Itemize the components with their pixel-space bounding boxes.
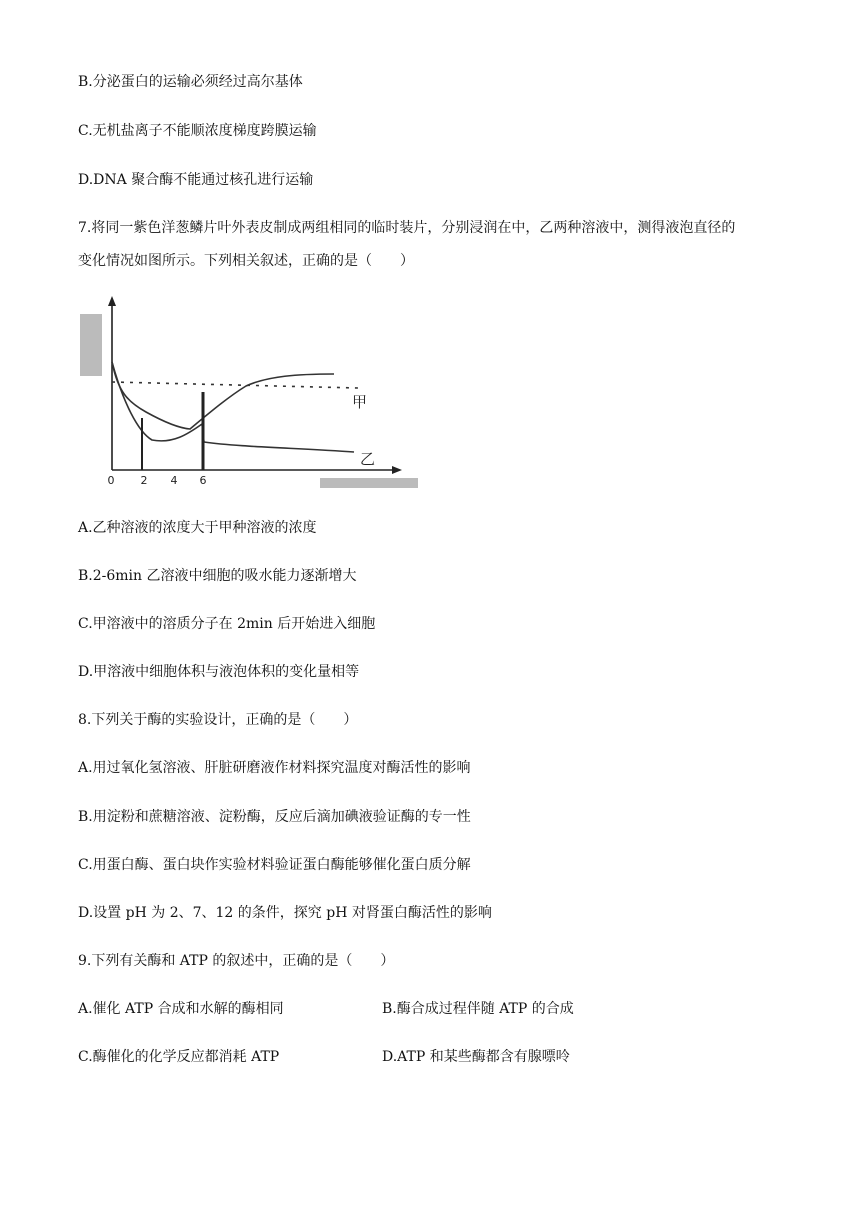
y-axis-label-blur bbox=[80, 314, 102, 376]
option-7a: A.乙种溶液的浓度大于甲种溶液的浓度 bbox=[78, 520, 317, 536]
option-6d: D.DNA 聚合酶不能通过核孔进行运输 bbox=[78, 172, 314, 188]
option-9a: A.催化 ATP 合成和水解的酶相同 bbox=[78, 1001, 284, 1017]
question-8-stem: 8.下列关于酶的实验设计，正确的是（ ） bbox=[78, 712, 358, 728]
x-tick-6: 6 bbox=[199, 474, 207, 487]
x-tick-0: 0 bbox=[107, 474, 115, 487]
question-7-stem-line2: 变化情况如图所示。下列相关叙述，正确的是（ ） bbox=[78, 253, 414, 269]
y-axis-arrow bbox=[108, 296, 116, 306]
option-8a: A.用过氧化氢溶液、肝脏研磨液作材料探究温度对酶活性的影响 bbox=[78, 760, 471, 776]
x-axis-label-blur bbox=[320, 478, 418, 488]
option-7d: D.甲溶液中细胞体积与液泡体积的变化量相等 bbox=[78, 664, 360, 680]
curve-yi bbox=[112, 362, 354, 452]
option-6b: B.分泌蛋白的运输必须经过高尔基体 bbox=[78, 74, 303, 90]
initial-diameter-dotted-line bbox=[112, 382, 358, 388]
vacuole-diameter-figure bbox=[78, 292, 423, 494]
option-8c: C.用蛋白酶、蛋白块作实验材料验证蛋白酶能够催化蛋白质分解 bbox=[78, 857, 471, 873]
option-8b: B.用淀粉和蔗糖溶液、淀粉酶，反应后滴加碘液验证酶的专一性 bbox=[78, 809, 471, 825]
curve-yi-label: 乙 bbox=[360, 450, 376, 468]
option-9c: C.酶催化的化学反应都消耗 ATP bbox=[78, 1049, 280, 1065]
x-tick-4: 4 bbox=[170, 474, 178, 487]
curve-jia-label: 甲 bbox=[352, 393, 368, 411]
option-9d: D.ATP 和某些酶都含有腺嘌呤 bbox=[382, 1049, 570, 1065]
x-tick-2: 2 bbox=[140, 474, 148, 487]
option-7c: C.甲溶液中的溶质分子在 2min 后开始进入细胞 bbox=[78, 616, 376, 632]
question-9-stem: 9.下列有关酶和 ATP 的叙述中，正确的是（ ） bbox=[78, 953, 395, 969]
figure-svg bbox=[78, 292, 423, 494]
option-6c: C.无机盐离子不能顺浓度梯度跨膜运输 bbox=[78, 123, 317, 139]
option-9b: B.酶合成过程伴随 ATP 的合成 bbox=[382, 1001, 574, 1017]
x-axis-arrow bbox=[392, 466, 402, 474]
option-8d: D.设置 pH 为 2、7、12 的条件，探究 pH 对肾蛋白酶活性的影响 bbox=[78, 905, 492, 921]
option-7b: B.2-6min 乙溶液中细胞的吸水能力逐渐增大 bbox=[78, 568, 357, 584]
question-7-stem-line1: 7.将同一紫色洋葱鳞片叶外表皮制成两组相同的临时装片，分别浸润在中，乙两种溶液中，测得液泡直径的 bbox=[78, 220, 736, 236]
curve-jia bbox=[112, 362, 334, 429]
